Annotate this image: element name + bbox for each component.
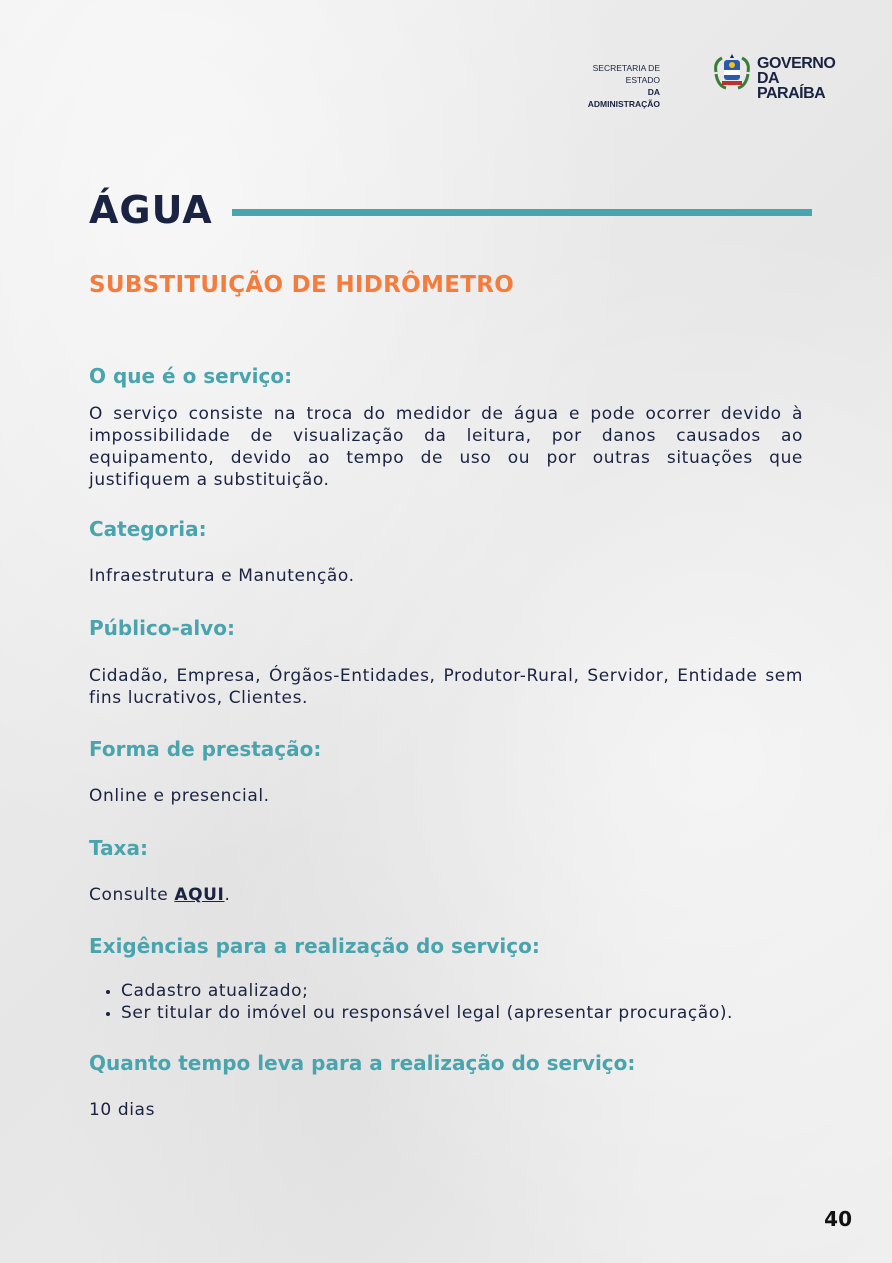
service-details bbox=[89, 362, 803, 1121]
list-item: • Cadastro atualizado; bbox=[121, 980, 803, 1002]
section-body-category: Infraestrutura e Manutenção. bbox=[89, 566, 355, 586]
secretaria-line1: SECRETARIA DE ESTADO bbox=[592, 63, 660, 85]
section-heading-audience: Público-alvo: bbox=[89, 616, 235, 640]
section-heading-duration: Quanto tempo leva para a realização do serviço: bbox=[89, 1051, 636, 1075]
fee-link[interactable]: AQUI bbox=[174, 885, 225, 905]
section-heading-delivery: Forma de prestação: bbox=[89, 737, 322, 761]
section-body-delivery: Online e presencial. bbox=[89, 786, 270, 806]
section-heading-what: O que é o serviço: bbox=[89, 364, 293, 388]
fee-suffix: . bbox=[224, 885, 231, 905]
page-number: 40 bbox=[824, 1207, 852, 1231]
section-body-duration: 10 dias bbox=[89, 1100, 156, 1120]
section-body-fee bbox=[89, 884, 803, 906]
title-divider bbox=[232, 209, 812, 216]
requirements-list bbox=[89, 980, 803, 1024]
header-logo bbox=[587, 52, 850, 109]
gov-line1: GOVERNO bbox=[757, 55, 836, 72]
page-subtitle: SUBSTITUIÇÃO DE HIDRÔMETRO bbox=[89, 272, 515, 298]
paraiba-coat-of-arms-icon bbox=[712, 52, 752, 92]
secretaria-label bbox=[588, 62, 660, 110]
governo-paraiba-logo bbox=[757, 56, 850, 101]
list-item: • Ser titular do imóvel ou responsável legal (apresentar procuração). bbox=[121, 1002, 803, 1024]
section-heading-category: Categoria: bbox=[89, 517, 207, 541]
page-title: ÁGUA bbox=[89, 188, 213, 232]
section-heading-requirements: Exigências para a realização do serviço: bbox=[89, 934, 540, 958]
section-body-audience: Cidadão, Empresa, Órgãos-Entidades, Produtor-Rural, Servidor, Entidade sem fins lucrativos, Clientes. bbox=[89, 666, 803, 708]
section-body-what: O serviço consiste na troca do medidor de água e pode ocorrer devido à impossibilidade de visualização da leitura, por danos causados ao equipamento, devido ao tempo de uso ou por outras situações que justifiquem a substituição. bbox=[89, 404, 803, 490]
section-heading-fee: Taxa: bbox=[89, 836, 148, 860]
secretaria-line2: DA ADMINISTRAÇÃO bbox=[587, 87, 660, 109]
fee-prefix: Consulte bbox=[89, 885, 175, 905]
gov-line2: DA PARAÍBA bbox=[757, 70, 826, 102]
